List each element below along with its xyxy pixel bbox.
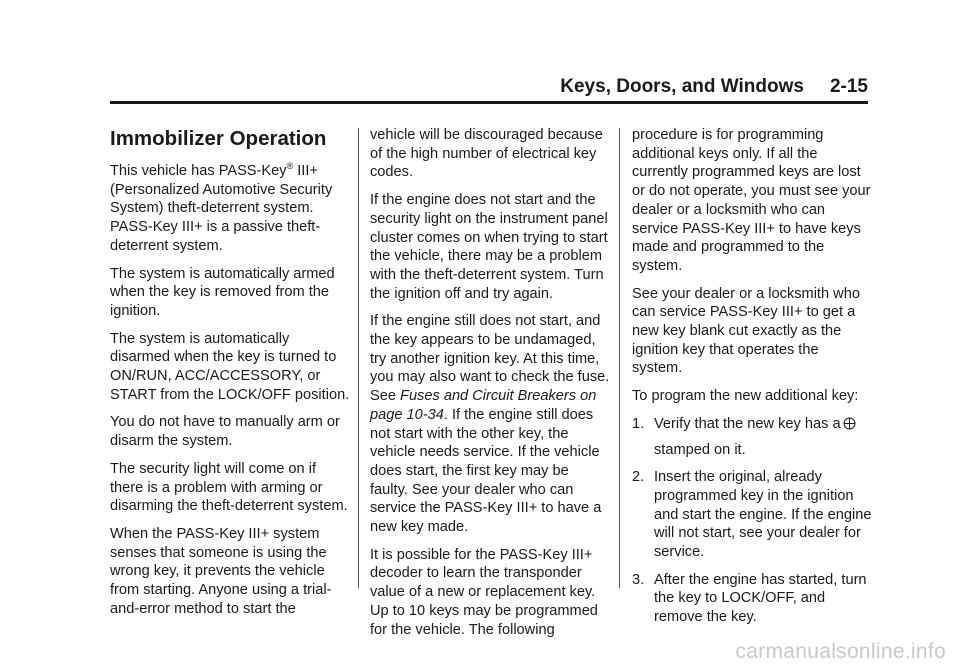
page-number: 2-15 — [829, 76, 868, 97]
paragraph: vehicle will be discouraged because of the high number of electrical key codes. — [370, 127, 603, 181]
column-2 — [370, 126, 610, 648]
step-number: 2. — [632, 469, 645, 486]
paragraph: The security light will come on if there is a problem with arming or disarming the theft-deterrent system. — [110, 460, 348, 515]
paragraph — [370, 312, 610, 536]
list-item — [632, 571, 872, 627]
step-text: Insert the original, already programmed key in the ignition and start the engine. If the engine will not start, see your dealer for service. — [654, 469, 872, 561]
paragraph: When the PASS-Key III+ system senses that someone is using the wrong key, it prevents the vehicle from starting. Anyone using a trial-and-error method to start the — [110, 525, 332, 617]
paragraph: If the engine does not start and the security light on the instrument panel cluster comes on when trying to start the vehicle, there may be a problem with the theft-deterrent system. Turn the ignition off and try again. — [370, 192, 608, 302]
steps-list — [632, 415, 872, 627]
section-title: Immobilizer Operation — [110, 127, 327, 150]
header-rule — [110, 101, 868, 104]
column-divider-1 — [358, 128, 359, 588]
column-1 — [110, 126, 350, 627]
watermark: carmanualsonline.info — [735, 640, 946, 663]
running-header — [110, 76, 868, 98]
step-number: 1. — [632, 415, 645, 432]
text-run: stamped on it. — [654, 441, 746, 458]
column-divider-2 — [619, 128, 620, 588]
paragraph: The system is automatically armed when the key is removed from the ignition. — [110, 265, 335, 319]
paragraph — [110, 162, 350, 256]
text-run: . If the engine still does not start with the other key, the vehicle needs service. If the vehicle does start, the first key may be faulty. See your dealer who can service the PASS-Key III+ to have a new key made. — [370, 406, 602, 536]
paragraph: The system is automatically disarmed when the key is turned to ON/RUN, ACC/ACCESSORY, or START from the LOCK/OFF position. — [110, 330, 350, 403]
step-number: 3. — [632, 571, 645, 588]
chapter-title: Keys, Doors, and Windows — [560, 76, 804, 97]
list-item — [632, 415, 872, 459]
paragraph: It is possible for the PASS-Key III+ decoder to learn the transponder value of a new or replacement key. Up to 10 keys may be programmed for the vehicle. The following — [370, 546, 598, 638]
column-3 — [632, 126, 872, 636]
text-run: Verify that the new key has a — [654, 415, 841, 432]
step-text — [654, 415, 872, 459]
paragraph: To program the new additional key: — [632, 388, 859, 405]
text-run: This vehicle has PASS-Key — [110, 163, 287, 179]
paragraph: procedure is for programming additional keys only. If all the currently programmed keys are lost or do not operate, you must see your dealer or a locksmith who can service PASS-Key III+ to have keys made and programmed to the system. — [632, 127, 871, 274]
paragraph: See your dealer or a locksmith who can service PASS-Key III+ to get a new key blank cut exactly as the ignition key that operates the system. — [632, 285, 860, 377]
circled-plus-key-icon — [843, 417, 856, 436]
registered-mark: ® — [286, 161, 294, 171]
list-item — [632, 468, 872, 562]
cross-reference: Fuses and Circuit Breakers on page 10-34 — [370, 388, 597, 423]
text-run: If the engine still does not start, and the key appears to be undamaged, try another ignition key. At this time, you may also want to check the fuse. See — [370, 313, 610, 405]
paragraph: You do not have to manually arm or disarm the system. — [110, 414, 340, 450]
text-run: III+ (Personalized Automotive Security System) theft-deterrent system. PASS-Key III+ is a passive theft-deterrent system. — [110, 163, 333, 254]
step-text: After the engine has started, turn the key to LOCK/OFF, and remove the key. — [654, 571, 867, 626]
